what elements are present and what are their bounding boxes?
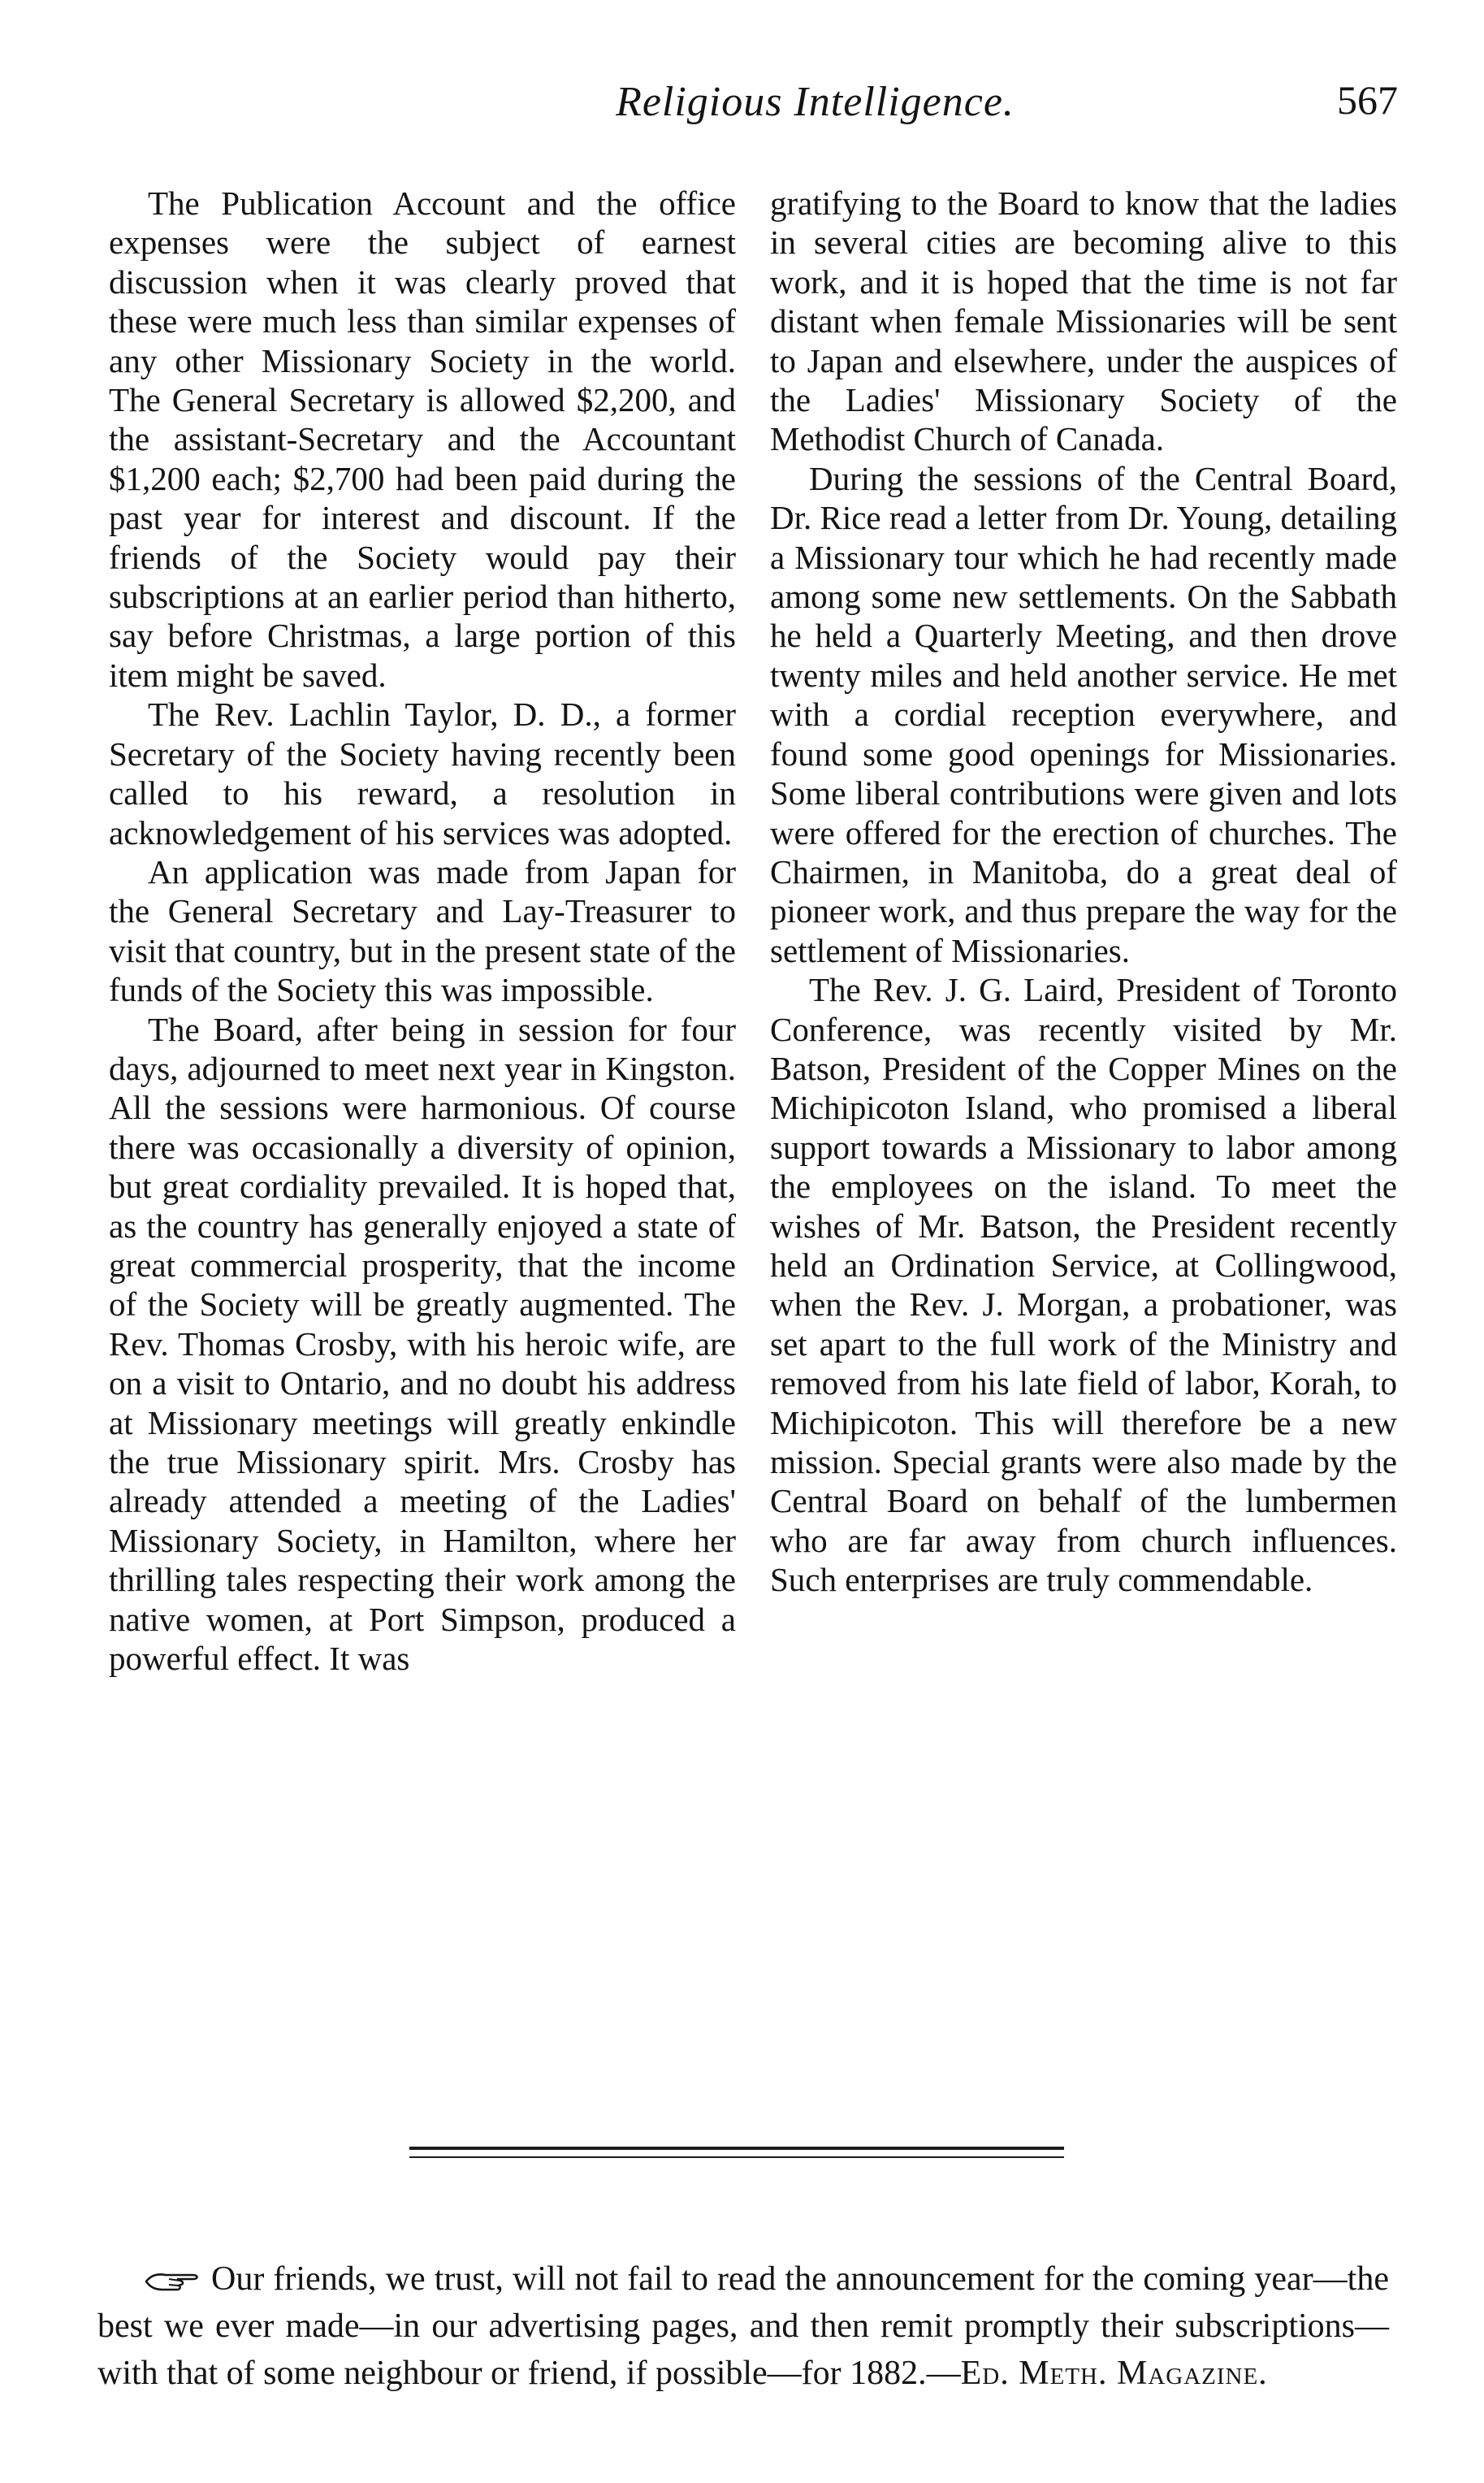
paragraph: The Rev. J. G. Laird, President of Toronto Conference, was recently visited by Mr. Batson, President of the Copper Mines on the Michipicoton Island, who promised a liberal support towards a Missionary to labor among the employees on the island. To meet the wishes of Mr. Batson, the President recently held an Ordination Service, at Collingwood, when the Rev. J. Morgan, a probationer, was set apart to the full work of the Ministry and removed from his late field of labor, Korah, to Michipicoton. This will therefore be a new mission. Special grants were also made by the Central Board on behalf of the lumbermen who are far away from church influences. Such enterprises are truly commendable. [770, 971, 1397, 1599]
page-header [0, 78, 1484, 143]
paragraph: During the sessions of the Central Board, Dr. Rice read a letter from Dr. Young, detailing a Missionary tour which he had recently made among some new settlements. On the Sabbath he held a Quarterly Meeting, and then drove twenty miles and held another service. He met with a cordial reception everywhere, and found some good openings for Missionaries. Some liberal contributions were given and lots were offered for the erection of churches. The Chairmen, in Manitoba, do a great deal of pioneer work, and thus prepare the way for the settlement of Missionaries. [770, 459, 1397, 969]
running-head: Religious Intelligence. [616, 79, 1015, 125]
paragraph: The Rev. Lachlin Taylor, D. D., a former Secretary of the Society having recently been called to his reward, a resolution in acknowledgement of his services was adopted. [109, 696, 736, 852]
paragraph: An application was made from Japan for the General Secretary and Lay-Treasurer to visit that country, but in the present state of the funds of the Society this was impossible. [109, 852, 736, 1009]
article-columns [109, 184, 1397, 2060]
section-divider [0, 2147, 1484, 2171]
pointing-hand-icon [145, 2267, 201, 2291]
footnote-signature: Ed. Meth. Magazine. [960, 2355, 1268, 2392]
footnote [97, 2256, 1389, 2397]
right-column [770, 184, 1397, 2060]
footnote-text: Our friends, we trust, will not fail to read the announcement for the coming year—the best we ever made—in our advertising pages, and then remit promptly their subscriptions—with that of some neighbour or friend, if possible—for 1882.— [97, 2260, 1389, 2392]
left-column [109, 184, 736, 2060]
paragraph: The Board, after being in session for four days, adjourned to meet next year in Kingston. All the sessions were harmonious. Of course there was occasionally a diversity of opinion, but great cordiality prevailed. It is hoped that, as the country has generally enjoyed a state of great commercial prosperity, that the income of the Society will be greatly augmented. The Rev. Thomas Crosby, with his heroic wife, are on a visit to Ontario, and no doubt his address at Missionary meetings will greatly enkindle the true Missionary spirit. Mrs. Crosby has already attended a meeting of the Ladies' Missionary Society, in Hamilton, where her thrilling tales respecting their work among the native women, at Port Simpson, produced a powerful effect. It was [109, 1010, 736, 1678]
page-number: 567 [1337, 77, 1398, 123]
paragraph: gratifying to the Board to know that the ladies in several cities are becoming alive to this work, and it is hoped that the time is not far distant when female Missionaries will be sent to Japan and elsewhere, under the auspices of the Ladies' Missionary Society of the Methodist Church of Canada. [770, 184, 1397, 458]
divider-rule [409, 2147, 1064, 2150]
divider-rule [409, 2156, 1064, 2158]
paragraph: The Publication Account and the office expenses were the subject of earnest discussion when it was clearly proved that these were much less than similar expenses of any other Missionary Society in the world. The General Secretary is allowed $2,200, and the assistant-Secretary and the Accountant $1,200 each; $2,700 had been paid during the past year for interest and discount. If the friends of the Society would pay their subscriptions at an earlier period than hitherto, say before Christmas, a large portion of this item might be saved. [109, 184, 736, 694]
